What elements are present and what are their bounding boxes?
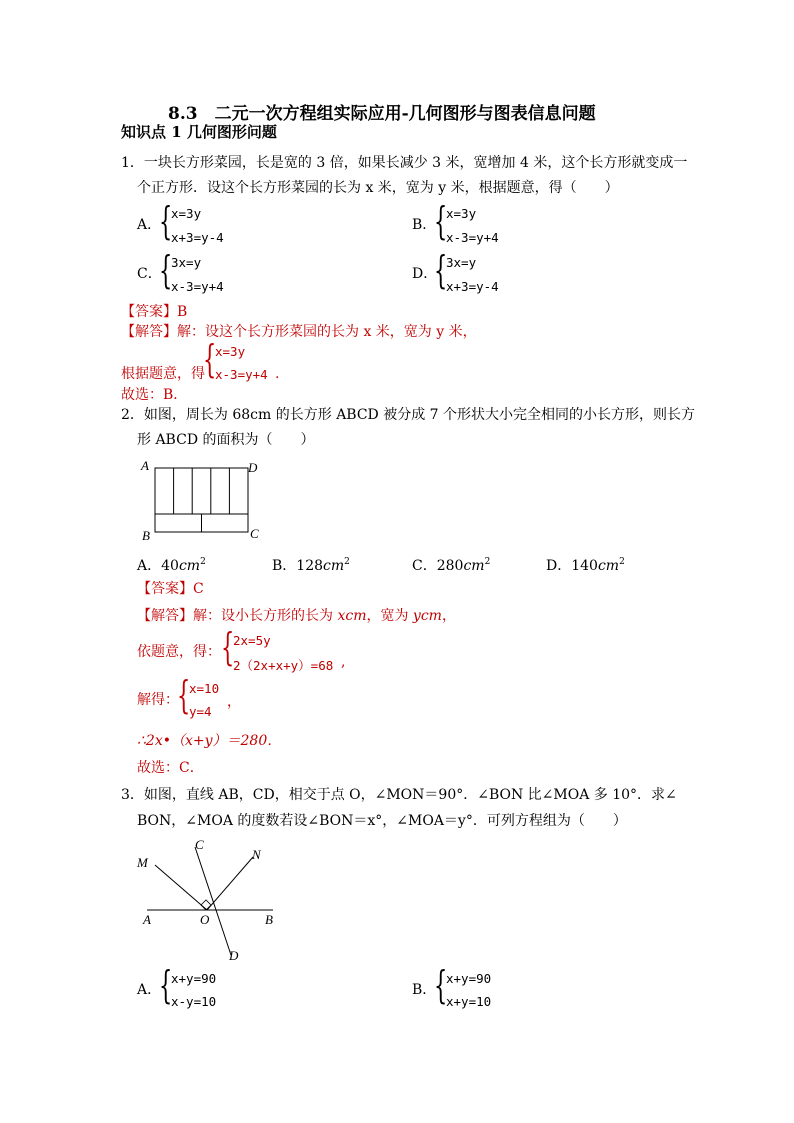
equation: x=3y	[215, 344, 246, 359]
q2-option-a	[137, 554, 206, 574]
label-a: A	[143, 912, 151, 927]
solution-text: ，	[441, 608, 456, 624]
q3-text-line1: 3．如图，直线 AB，CD，相交于点 O，∠MON＝90°．∠BON 比∠MOA 多 10°．求∠	[121, 787, 677, 803]
label-b: B	[142, 528, 150, 543]
solution-text: .	[275, 366, 280, 382]
solution-tag: 【解答】	[121, 324, 177, 340]
brace-icon: {	[221, 625, 235, 669]
q2-option-d	[546, 554, 625, 574]
q3-text-line2: BON，∠MOA 的度数若设∠BON＝x°，∠MOA＝y°．可列方程组为（ ）	[137, 813, 627, 829]
label-a: A	[141, 458, 149, 473]
option-label: B．128	[272, 558, 324, 574]
exponent: 2	[484, 557, 491, 567]
label-o: O	[200, 912, 210, 927]
option-label: A．40	[137, 558, 179, 574]
q2-text-line1: 2．如图，周长为 68cm 的长方形 ABCD 被分成 7 个形状大小完全相同的小长方形，则长方	[121, 407, 696, 423]
q3-angle-figure	[135, 833, 285, 965]
brace-icon: {	[159, 963, 173, 1007]
solution-text: ，宽为	[366, 608, 413, 624]
option-label: D．140	[546, 558, 598, 574]
variable: ycm	[412, 608, 442, 624]
q2-option-c	[412, 554, 490, 574]
equation: x-3=y+4	[446, 230, 499, 245]
solution-text: 解：设小长方形的长为	[193, 608, 338, 624]
line-cd	[195, 847, 231, 955]
equation: x+y=10	[446, 994, 492, 1009]
answer-value: C	[193, 581, 204, 597]
solution-tag: 【解答】	[137, 608, 193, 624]
brace-icon: {	[434, 963, 448, 1007]
q1-text-line2: 个正方形．设这个长方形菜园的长为 x 米，宽为 y 米，根据题意，得（ ）	[137, 180, 619, 196]
q2-solution-line1	[137, 608, 456, 624]
brace-icon: {	[434, 248, 448, 292]
page-title: 8.3 二元一次方程组实际应用-几何图形与图表信息问题	[168, 104, 596, 124]
ray-on	[207, 857, 253, 910]
equation: 2（2x+x+y）=68	[233, 658, 334, 673]
brace-icon: {	[159, 199, 173, 243]
label-d: D	[229, 948, 239, 963]
option-label: C．280	[412, 558, 464, 574]
equation: x-3=y+4	[171, 279, 224, 294]
brace-icon: {	[177, 673, 191, 717]
q2-rectangle-figure	[136, 456, 276, 546]
q2-conclusion: 故选：C．	[137, 760, 204, 776]
label-b: B	[265, 912, 273, 927]
option-label: A．	[137, 982, 162, 998]
brace-icon: {	[434, 199, 448, 243]
q2-text-line2: 形 ABCD 的面积为（ ）	[137, 432, 315, 448]
exponent: 2	[619, 557, 625, 567]
solution-text: 解：设这个长方形菜园的长为 x 米，宽为 y 米，	[177, 324, 477, 340]
label-c: C	[250, 526, 259, 541]
section-heading: 知识点 1 几何图形问题	[121, 123, 277, 141]
option-label: C．	[137, 266, 162, 282]
q1-solution-line1	[121, 324, 477, 340]
answer-tag: 【答案】	[121, 304, 177, 320]
equation: x+3=y-4	[446, 279, 499, 294]
equation: x=3y	[446, 206, 477, 221]
equation: x=10	[189, 681, 220, 696]
label-c: C	[195, 837, 204, 852]
label-m: M	[137, 855, 148, 870]
brace-icon: {	[159, 248, 173, 292]
equation: 3x=y	[171, 255, 202, 270]
variable: xcm	[337, 608, 367, 624]
label-d: D	[248, 460, 258, 475]
q1-text-line1: 1．一块长方形菜园，长是宽的 3 倍，如果长减少 3 米，宽增加 4 米，这个长方形就变成一	[121, 155, 688, 171]
solution-text: 解得：	[137, 692, 179, 708]
option-label: B．	[412, 982, 437, 998]
ray-om	[155, 865, 207, 910]
equation: y=4	[189, 704, 212, 719]
unit: cm	[178, 558, 201, 574]
q1-conclusion: 故选：B．	[121, 387, 188, 403]
equation: 2x=5y	[233, 633, 271, 648]
exponent: 2	[344, 557, 350, 567]
q2-option-b	[272, 554, 350, 574]
option-label: B．	[412, 217, 437, 233]
answer-value: B	[177, 304, 188, 320]
option-label: D．	[412, 266, 438, 282]
unit: cm	[597, 558, 620, 574]
exponent: 2	[200, 557, 206, 567]
solution-text: 根据题意，得	[121, 366, 205, 382]
q2-result: ∴2x•（x+y）＝280．	[137, 733, 282, 749]
equation: x=3y	[171, 206, 202, 221]
option-label: A．	[137, 217, 162, 233]
solution-text: 依题意，得：	[137, 644, 221, 660]
unit: cm	[463, 558, 485, 574]
solution-text: ,	[341, 654, 346, 670]
unit: cm	[323, 558, 345, 574]
solution-text: ，	[227, 694, 241, 710]
equation: x+y=90	[171, 971, 217, 986]
equation: x+y=90	[446, 971, 492, 986]
q2-answer	[137, 581, 204, 597]
equation: 3x=y	[446, 255, 477, 270]
answer-tag: 【答案】	[137, 581, 193, 597]
equation: x+3=y-4	[171, 230, 224, 245]
brace-icon: {	[203, 337, 217, 381]
equation: x-3=y+4	[215, 367, 268, 382]
label-n: N	[252, 847, 261, 862]
equation: x-y=10	[171, 994, 217, 1009]
q1-answer	[121, 304, 187, 320]
